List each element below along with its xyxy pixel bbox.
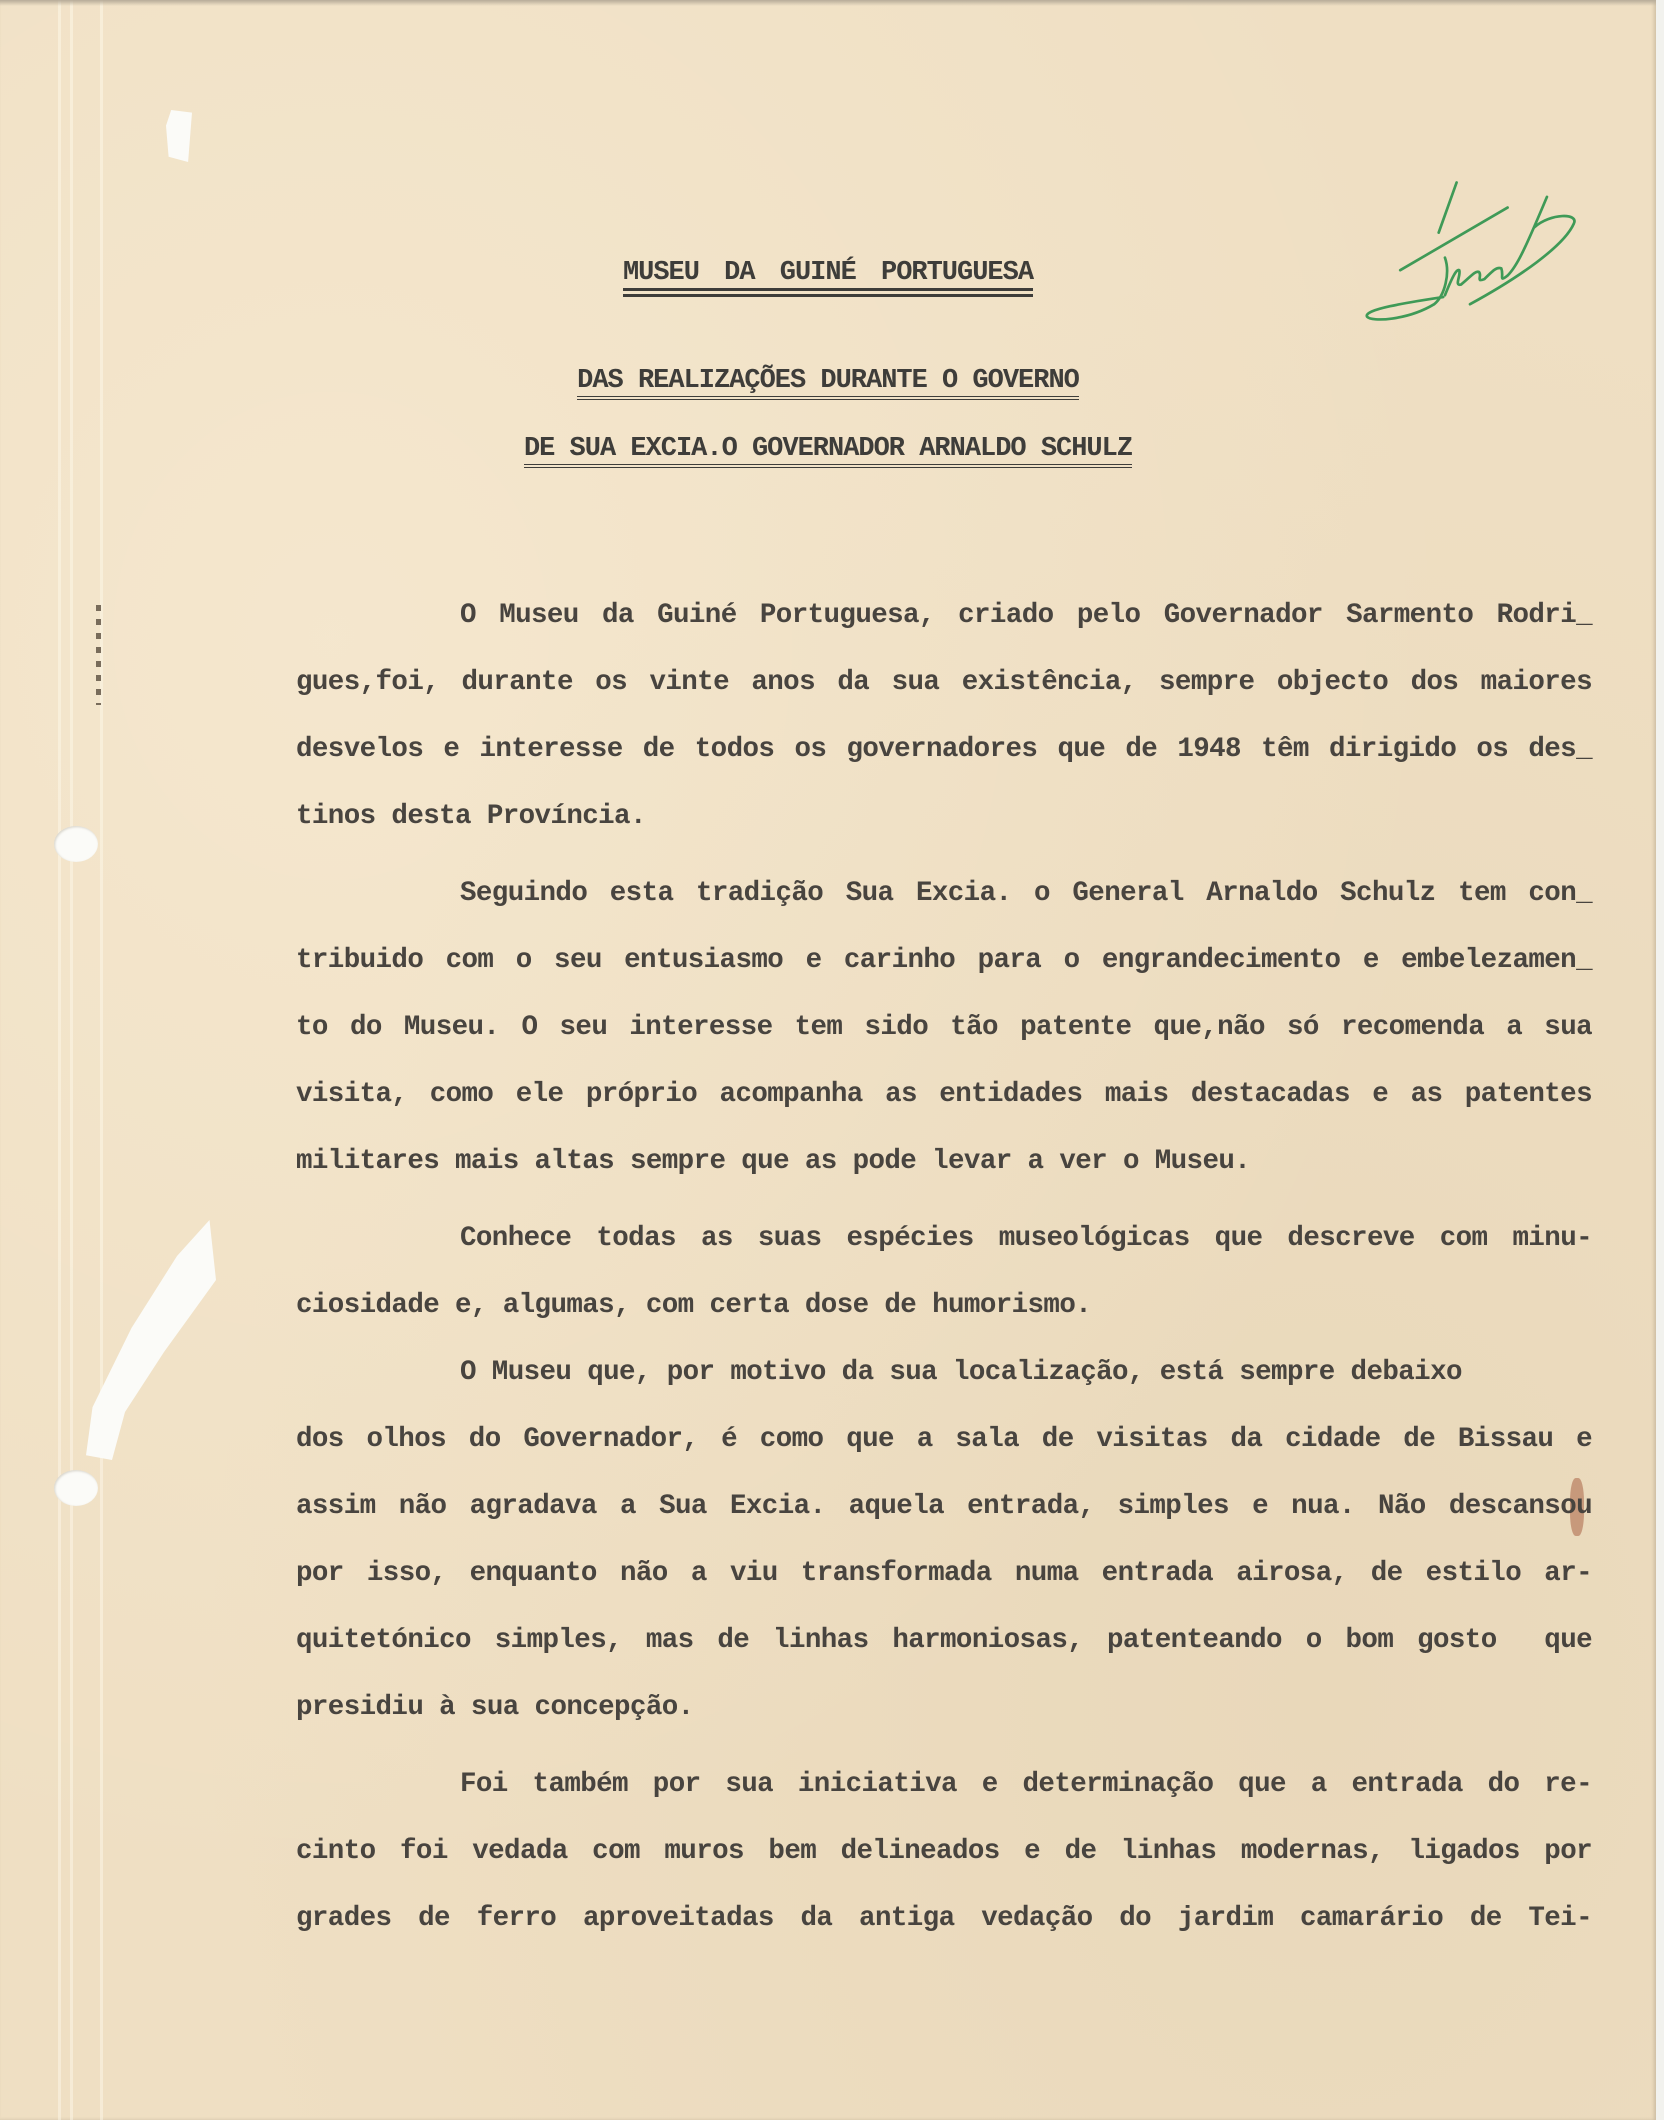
text-line: to do Museu. O seu interesse tem sido tão patente que,não só recomenda a sua [296, 1012, 1592, 1043]
text-line: gues,foi, durante os vinte anos da sua existência, sempre objecto dos maiores [296, 667, 1592, 698]
text-line: desvelos e interesse de todos os governadores que de 1948 têm dirigido os des_ [296, 734, 1592, 765]
paper-fold-line [70, 0, 73, 2120]
paragraph-1 [296, 596, 1592, 864]
text-line: ciosidade e, algumas, com certa dose de humorismo. [296, 1290, 1092, 1321]
document-subtitle-line-2: DE SUA EXCIA.O GOVERNADOR ARNALDO SCHULZ [0, 434, 1656, 468]
text-line: grades de ferro aproveitadas da antiga vedação do jardim camarário de Tei- [296, 1903, 1592, 1934]
paragraph-3 [296, 1219, 1592, 1353]
text-line: tribuido com o seu entusiasmo e carinho para o engrandecimento e embelezamen_ [296, 945, 1592, 976]
document-body [296, 596, 1592, 1966]
paper-tear [166, 110, 192, 162]
paragraph-gap [296, 864, 1592, 874]
punch-hole [54, 826, 98, 862]
text-line: cinto foi vedada com muros bem delineados e de linhas modernas, ligados por [296, 1836, 1592, 1867]
staple-mark [96, 605, 101, 705]
text-line: tinos desta Província. [296, 801, 646, 832]
text-line: Conhece todas as suas espécies museológicas que descreve com minu- [460, 1223, 1592, 1254]
signature-icon [1340, 170, 1600, 340]
text-line: presidiu à sua concepção. [296, 1692, 694, 1723]
document-title: MUSEU DA GUINÉ PORTUGUESA [0, 258, 1656, 297]
paper-fold-line [58, 0, 61, 2120]
paper-tear [86, 1220, 216, 1460]
text-line: dos olhos do Governador, é como que a sala de visitas da cidade de Bissau e [296, 1424, 1592, 1455]
text-line: militares mais altas sempre que as pode levar a ver o Museu. [296, 1146, 1251, 1177]
text-line: por isso, enquanto não a viu transformada numa entrada airosa, de estilo ar- [296, 1558, 1592, 1589]
punch-hole [54, 1470, 98, 1506]
text-line: O Museu que, por motivo da sua localização, está sempre debaixo [460, 1357, 1462, 1388]
text-line: visita, como ele próprio acompanha as entidades mais destacadas e as patentes [296, 1079, 1592, 1110]
paragraph-2 [296, 874, 1592, 1209]
document-subtitle-line-1: DAS REALIZAÇÕES DURANTE O GOVERNO [0, 366, 1656, 400]
scan-edge-shadow [0, 0, 1656, 6]
paper-fold-line [100, 0, 103, 2120]
paragraph-4 [296, 1353, 1592, 1755]
text-line: quitetónico simples, mas de linhas harmoniosas, patenteando o bom gosto que [296, 1625, 1592, 1656]
paragraph-gap [296, 1755, 1592, 1765]
paragraph-5 [296, 1765, 1592, 1966]
text-line: Foi também por sua iniciativa e determinação que a entrada do re- [460, 1769, 1592, 1800]
text-line: assim não agradava a Sua Excia. aquela entrada, simples e nua. Não descansou [296, 1491, 1592, 1522]
text-line: Seguindo esta tradição Sua Excia. o General Arnaldo Schulz tem con_ [460, 878, 1592, 909]
text-line: O Museu da Guiné Portuguesa, criado pelo Governador Sarmento Rodri_ [460, 600, 1592, 631]
paragraph-gap [296, 1209, 1592, 1219]
